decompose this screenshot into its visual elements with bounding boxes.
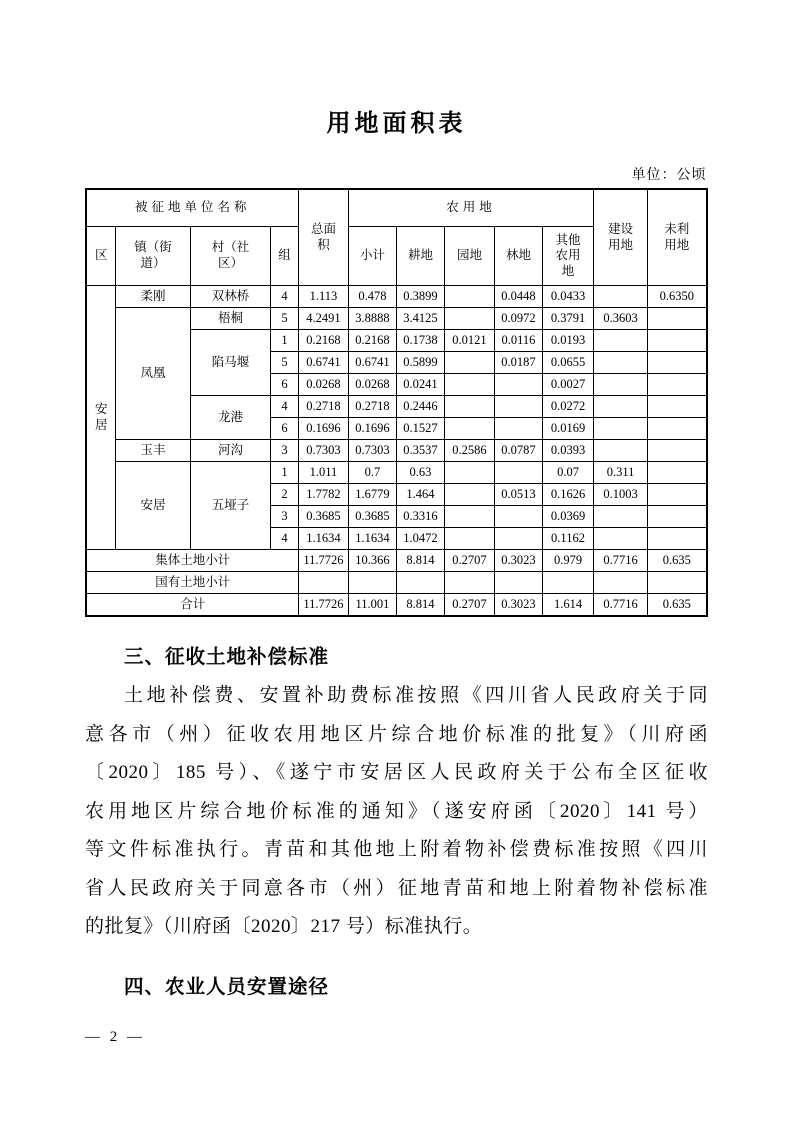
area-table-body <box>86 286 706 617</box>
text-block <box>85 641 708 999</box>
empty-cell <box>444 374 494 396</box>
header-unused-land: 未利用地 <box>648 189 707 286</box>
empty-cell <box>494 572 542 594</box>
value-cell: 0.5899 <box>396 352 444 374</box>
value-cell: 0.3023 <box>494 550 542 572</box>
empty-cell <box>594 330 648 352</box>
empty-cell <box>444 528 494 550</box>
value-cell: 0.0187 <box>494 352 542 374</box>
value-cell: 0.1738 <box>396 330 444 352</box>
value-cell: 0.3537 <box>396 440 444 462</box>
header-village: 村（社区） <box>190 227 270 286</box>
group-cell: 5 <box>270 308 298 330</box>
group-cell: 5 <box>270 352 298 374</box>
value-cell: 0.7303 <box>348 440 396 462</box>
district-cell: 安居 <box>86 286 115 550</box>
empty-cell <box>648 572 707 594</box>
village-cell: 陷马堰 <box>190 330 270 396</box>
value-cell: 0.2718 <box>348 396 396 418</box>
empty-cell <box>648 308 707 330</box>
value-cell: 0.0393 <box>542 440 593 462</box>
empty-cell <box>594 440 648 462</box>
value-cell: 0.2168 <box>348 330 396 352</box>
value-cell: 0.0433 <box>542 286 593 308</box>
value-cell: 0.0268 <box>298 374 348 396</box>
group-cell: 1 <box>270 462 298 484</box>
empty-cell <box>648 440 707 462</box>
value-cell: 0.0655 <box>542 352 593 374</box>
empty-cell <box>494 374 542 396</box>
header-agricultural-land: 农用地 <box>348 189 593 227</box>
group-cell: 4 <box>270 286 298 308</box>
value-cell: 1.113 <box>298 286 348 308</box>
value-cell: 0.3603 <box>594 308 648 330</box>
empty-cell <box>594 572 648 594</box>
value-cell: 0.1626 <box>542 484 593 506</box>
group-cell: 4 <box>270 528 298 550</box>
value-cell: 1.6779 <box>348 484 396 506</box>
value-cell: 3.8888 <box>348 308 396 330</box>
value-cell: 11.001 <box>348 594 396 617</box>
town-cell: 玉丰 <box>115 440 190 462</box>
value-cell: 0.2718 <box>298 396 348 418</box>
value-cell: 0.0121 <box>444 330 494 352</box>
value-cell: 0.1696 <box>348 418 396 440</box>
value-cell: 0.2446 <box>396 396 444 418</box>
value-cell: 0.0268 <box>348 374 396 396</box>
paragraph-line: 农用地区片综合地价标准的通知》（遂安府函〔2020〕141 号） <box>85 800 708 822</box>
value-cell: 0.3316 <box>396 506 444 528</box>
empty-cell <box>494 396 542 418</box>
paragraph-line: 省人民政府关于同意各市（州）征地青苗和地上附着物补偿标准 <box>85 877 708 899</box>
value-cell: 1.1634 <box>348 528 396 550</box>
summary-row <box>86 550 706 572</box>
table-header <box>86 189 706 286</box>
group-cell: 6 <box>270 418 298 440</box>
table-row <box>86 440 706 462</box>
paragraph-line: 的批复》（川府函〔2020〕217 号）标准执行。 <box>85 916 483 937</box>
header-expropriated-unit-name: 被征地单位名称 <box>86 189 298 227</box>
compensation-paragraph <box>85 677 708 947</box>
group-cell: 3 <box>270 440 298 462</box>
value-cell: 8.814 <box>396 550 444 572</box>
table-row <box>86 286 706 308</box>
value-cell: 0.0116 <box>494 330 542 352</box>
empty-cell <box>494 462 542 484</box>
header-garden-land: 园地 <box>444 227 494 286</box>
value-cell: 0.7716 <box>594 550 648 572</box>
value-cell: 0.635 <box>648 550 707 572</box>
empty-cell <box>594 506 648 528</box>
empty-cell <box>494 418 542 440</box>
value-cell: 0.0241 <box>396 374 444 396</box>
group-cell: 2 <box>270 484 298 506</box>
header-other-agricultural-land: 其他农用地 <box>542 227 593 286</box>
page-number: — 2 — <box>85 1028 145 1045</box>
summary-label-total: 合计 <box>86 594 298 617</box>
empty-cell <box>444 462 494 484</box>
value-cell: 0.1003 <box>594 484 648 506</box>
value-cell: 0.3023 <box>494 594 542 617</box>
empty-cell <box>648 528 707 550</box>
header-construction-land: 建设用地 <box>594 189 648 286</box>
empty-cell <box>648 462 707 484</box>
value-cell: 0.63 <box>396 462 444 484</box>
value-cell: 10.366 <box>348 550 396 572</box>
value-cell: 0.1162 <box>542 528 593 550</box>
value-cell: 11.7726 <box>298 550 348 572</box>
value-cell: 1.011 <box>298 462 348 484</box>
value-cell: 0.6350 <box>648 286 707 308</box>
value-cell: 0.979 <box>542 550 593 572</box>
summary-row <box>86 594 706 617</box>
section-heading-compensation: 三、征收土地补偿标准 <box>124 646 330 668</box>
village-cell: 梧桐 <box>190 308 270 330</box>
value-cell: 1.614 <box>542 594 593 617</box>
value-cell: 3.4125 <box>396 308 444 330</box>
header-forest-land: 林地 <box>494 227 542 286</box>
village-cell: 双林桥 <box>190 286 270 308</box>
table-row <box>86 308 706 330</box>
empty-cell <box>444 572 494 594</box>
header-district: 区 <box>86 227 115 286</box>
empty-cell <box>648 418 707 440</box>
summary-label-state-owned: 国有土地小计 <box>86 572 298 594</box>
empty-cell <box>648 396 707 418</box>
value-cell: 0.07 <box>542 462 593 484</box>
empty-cell <box>648 330 707 352</box>
empty-cell <box>494 506 542 528</box>
value-cell: 0.0972 <box>494 308 542 330</box>
value-cell: 0.635 <box>648 594 707 617</box>
value-cell: 1.0472 <box>396 528 444 550</box>
value-cell: 0.0193 <box>542 330 593 352</box>
value-cell: 0.2586 <box>444 440 494 462</box>
village-cell: 河沟 <box>190 440 270 462</box>
value-cell: 0.3899 <box>396 286 444 308</box>
paragraph-line: 等文件标准执行。青苗和其他地上附着物补偿费标准按照《四川 <box>85 839 708 860</box>
value-cell: 0.311 <box>594 462 648 484</box>
empty-cell <box>594 528 648 550</box>
value-cell: 0.2707 <box>444 550 494 572</box>
value-cell: 0.0169 <box>542 418 593 440</box>
town-cell: 柔刚 <box>115 286 190 308</box>
empty-cell <box>594 418 648 440</box>
summary-label-collective: 集体土地小计 <box>86 550 298 572</box>
page-title: 用地面积表 <box>326 110 467 137</box>
town-cell: 安居 <box>115 462 190 550</box>
value-cell: 0.3685 <box>348 506 396 528</box>
empty-cell <box>594 286 648 308</box>
empty-cell <box>648 374 707 396</box>
paragraph-line: 土地补偿费、安置补助费标准按照《四川省人民政府关于同 <box>124 685 708 706</box>
empty-cell <box>444 286 494 308</box>
value-cell: 1.464 <box>396 484 444 506</box>
header-town: 镇（街道） <box>115 227 190 286</box>
empty-cell <box>396 572 444 594</box>
empty-cell <box>648 484 707 506</box>
group-cell: 1 <box>270 330 298 352</box>
empty-cell <box>542 572 593 594</box>
value-cell: 0.478 <box>348 286 396 308</box>
empty-cell <box>444 506 494 528</box>
empty-cell <box>444 484 494 506</box>
table-row <box>86 462 706 484</box>
empty-cell <box>494 528 542 550</box>
value-cell: 1.7782 <box>298 484 348 506</box>
value-cell: 0.0027 <box>542 374 593 396</box>
empty-cell <box>444 308 494 330</box>
value-cell: 0.7716 <box>594 594 648 617</box>
value-cell: 0.3685 <box>298 506 348 528</box>
header-group: 组 <box>270 227 298 286</box>
village-cell: 龙港 <box>190 396 270 440</box>
value-cell: 1.1634 <box>298 528 348 550</box>
empty-cell <box>648 352 707 374</box>
unit-note: 单位：公顷 <box>631 168 707 183</box>
village-cell: 五垭子 <box>190 462 270 550</box>
value-cell: 0.0513 <box>494 484 542 506</box>
empty-cell <box>348 572 396 594</box>
summary-row <box>86 572 706 594</box>
value-cell: 0.6741 <box>298 352 348 374</box>
value-cell: 0.7 <box>348 462 396 484</box>
group-cell: 6 <box>270 374 298 396</box>
value-cell: 0.7303 <box>298 440 348 462</box>
group-cell: 3 <box>270 506 298 528</box>
value-cell: 0.0272 <box>542 396 593 418</box>
header-total-area: 总面积 <box>298 189 348 286</box>
empty-cell <box>444 352 494 374</box>
value-cell: 0.2707 <box>444 594 494 617</box>
value-cell: 0.2168 <box>298 330 348 352</box>
town-cell: 凤凰 <box>115 308 190 440</box>
value-cell: 11.7726 <box>298 594 348 617</box>
header-subtotal: 小计 <box>348 227 396 286</box>
value-cell: 8.814 <box>396 594 444 617</box>
empty-cell <box>298 572 348 594</box>
value-cell: 0.0369 <box>542 506 593 528</box>
land-area-table <box>85 188 707 617</box>
value-cell: 0.1696 <box>298 418 348 440</box>
paragraph-line: 意各市（州）征收农用地区片综合地价标准的批复》（川府函 <box>85 723 708 745</box>
value-cell: 0.0448 <box>494 286 542 308</box>
empty-cell <box>594 374 648 396</box>
empty-cell <box>594 352 648 374</box>
value-cell: 0.6741 <box>348 352 396 374</box>
value-cell: 0.3791 <box>542 308 593 330</box>
empty-cell <box>594 396 648 418</box>
section-heading-resettlement: 四、农业人员安置途径 <box>124 975 330 998</box>
value-cell: 0.0787 <box>494 440 542 462</box>
header-cultivated-land: 耕地 <box>396 227 444 286</box>
paragraph-line: 〔2020〕185 号）、《遂宁市安居区人民政府关于公布全区征收 <box>85 762 708 783</box>
group-cell: 4 <box>270 396 298 418</box>
empty-cell <box>444 418 494 440</box>
value-cell: 4.2491 <box>298 308 348 330</box>
empty-cell <box>648 506 707 528</box>
value-cell: 0.1527 <box>396 418 444 440</box>
empty-cell <box>444 396 494 418</box>
